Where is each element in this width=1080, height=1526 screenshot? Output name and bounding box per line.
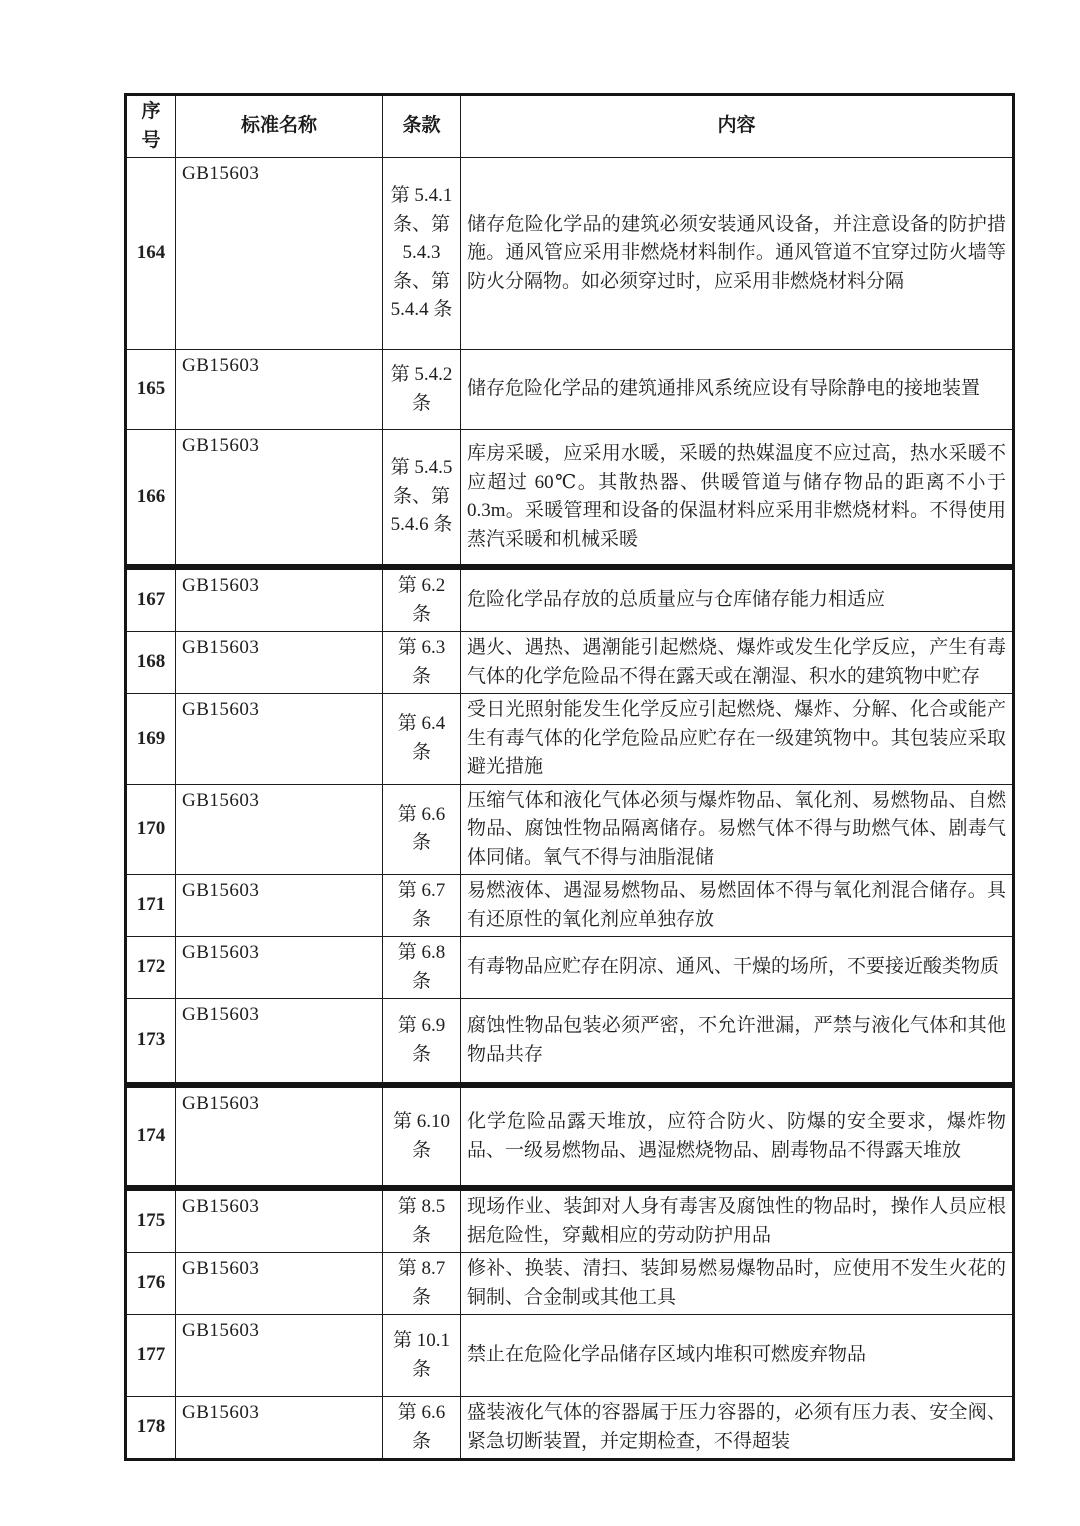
clause-ref: 第 6.8 条 [383, 937, 461, 999]
row-number: 178 [126, 1397, 176, 1460]
row-number: 171 [126, 875, 176, 937]
clause-ref: 第 10.1 条 [383, 1315, 461, 1397]
row-number: 170 [126, 784, 176, 875]
row-number: 174 [126, 1087, 176, 1187]
requirement-text: 禁止在危险化学品储存区域内堆积可燃废弃物品 [461, 1315, 1014, 1397]
clause-ref: 第 5.4.1 条、第 5.4.3 条、第 5.4.4 条 [383, 158, 461, 350]
table-row [126, 1315, 1014, 1397]
table-row [126, 1397, 1014, 1460]
standard-name: GB15603 [176, 937, 383, 999]
standard-name: GB15603 [176, 1315, 383, 1397]
requirement-text: 盛装液化气体的容器属于压力容器的，必须有压力表、安全阀、紧急切断装置，并定期检查，不得超装 [461, 1397, 1014, 1460]
requirement-text: 腐蚀性物品包装必须严密，不允许泄漏，严禁与液化气体和其他物品共存 [461, 999, 1014, 1084]
row-number: 176 [126, 1253, 176, 1315]
requirement-text: 化学危险品露天堆放，应符合防火、防爆的安全要求，爆炸物品、一级易燃物品、遇湿燃烧物品、剧毒物品不得露天堆放 [461, 1087, 1014, 1187]
row-number: 175 [126, 1190, 176, 1253]
standard-name: GB15603 [176, 350, 383, 430]
table-row [126, 1087, 1014, 1187]
header-no: 序号 [126, 95, 176, 158]
table-row [126, 430, 1014, 566]
table-row [126, 1253, 1014, 1315]
standard-name: GB15603 [176, 1190, 383, 1253]
table-row [126, 694, 1014, 785]
requirement-text: 受日光照射能发生化学反应引起燃烧、爆炸、分解、化合或能产生有毒气体的化学危险品应贮存在一级建筑物中。其包装应采取避光措施 [461, 694, 1014, 785]
table-row [126, 1190, 1014, 1253]
row-number: 177 [126, 1315, 176, 1397]
row-number: 169 [126, 694, 176, 785]
table-row [126, 999, 1014, 1084]
clause-ref: 第 6.6 条 [383, 1397, 461, 1460]
table-row [126, 350, 1014, 430]
standard-name: GB15603 [176, 1087, 383, 1187]
requirement-text: 储存危险化学品的建筑必须安装通风设备，并注意设备的防护措施。通风管应采用非燃烧材料制作。通风管道不宜穿过防火墙等防火分隔物。如必须穿过时，应采用非燃烧材料分隔 [461, 158, 1014, 350]
standard-name: GB15603 [176, 875, 383, 937]
table-segment-3 [124, 1085, 1015, 1188]
clause-ref: 第 5.4.5 条、第 5.4.6 条 [383, 430, 461, 566]
clause-ref: 第 6.2 条 [383, 569, 461, 632]
requirement-text: 现场作业、装卸对人身有毒害及腐蚀性的物品时，操作人员应根据危险性，穿戴相应的劳动防护用品 [461, 1190, 1014, 1253]
standard-name: GB15603 [176, 694, 383, 785]
standard-name: GB15603 [176, 158, 383, 350]
requirement-text: 储存危险化学品的建筑通排风系统应设有导除静电的接地装置 [461, 350, 1014, 430]
requirement-text: 危险化学品存放的总质量应与仓库储存能力相适应 [461, 569, 1014, 632]
row-number: 165 [126, 350, 176, 430]
clause-ref: 第 8.7 条 [383, 1253, 461, 1315]
clause-ref: 第 6.9 条 [383, 999, 461, 1084]
table-row [126, 875, 1014, 937]
table-row [126, 784, 1014, 875]
standard-name: GB15603 [176, 1397, 383, 1460]
requirement-text: 压缩气体和液化气体必须与爆炸物品、氧化剂、易燃物品、自燃物品、腐蚀性物品隔离储存。易燃气体不得与助燃气体、剧毒气体同储。氧气不得与油脂混储 [461, 784, 1014, 875]
standard-name: GB15603 [176, 632, 383, 694]
row-number: 173 [126, 999, 176, 1084]
table-segment-1 [124, 93, 1015, 567]
requirement-text: 库房采暖，应采用水暖，采暖的热媒温度不应过高，热水采暖不应超过 60℃。其散热器、供暖管道与储存物品的距离不小于 0.3m。采暖管理和设备的保温材料应采用非燃烧材料。不得使用蒸汽采暖和机械采暖 [461, 430, 1014, 566]
clause-ref: 第 6.4 条 [383, 694, 461, 785]
table-header-row [126, 95, 1014, 158]
standards-table [124, 93, 1012, 1461]
row-number: 168 [126, 632, 176, 694]
header-clause: 条款 [383, 95, 461, 158]
row-number: 166 [126, 430, 176, 566]
clause-ref: 第 6.7 条 [383, 875, 461, 937]
clause-ref: 第 6.3 条 [383, 632, 461, 694]
clause-ref: 第 6.10 条 [383, 1087, 461, 1187]
standard-name: GB15603 [176, 1253, 383, 1315]
header-standard: 标准名称 [176, 95, 383, 158]
requirement-text: 有毒物品应贮存在阴凉、通风、干燥的场所，不要接近酸类物质 [461, 937, 1014, 999]
requirement-text: 易燃液体、遇湿易燃物品、易燃固体不得与氧化剂混合储存。具有还原性的氧化剂应单独存放 [461, 875, 1014, 937]
table-row [126, 937, 1014, 999]
table-row [126, 632, 1014, 694]
row-number: 164 [126, 158, 176, 350]
table-segment-2 [124, 567, 1015, 1085]
requirement-text: 修补、换装、清扫、装卸易燃易爆物品时，应使用不发生火花的铜制、合金制或其他工具 [461, 1253, 1014, 1315]
standard-name: GB15603 [176, 999, 383, 1084]
standard-name: GB15603 [176, 569, 383, 632]
row-number: 167 [126, 569, 176, 632]
clause-ref: 第 6.6 条 [383, 784, 461, 875]
header-content: 内容 [461, 95, 1014, 158]
clause-ref: 第 8.5 条 [383, 1190, 461, 1253]
requirement-text: 遇火、遇热、遇潮能引起燃烧、爆炸或发生化学反应，产生有毒气体的化学危险品不得在露天或在潮湿、积水的建筑物中贮存 [461, 632, 1014, 694]
row-number: 172 [126, 937, 176, 999]
clause-ref: 第 5.4.2 条 [383, 350, 461, 430]
standard-name: GB15603 [176, 784, 383, 875]
standard-name: GB15603 [176, 430, 383, 566]
table-segment-4 [124, 1188, 1015, 1461]
table-row [126, 158, 1014, 350]
table-row [126, 569, 1014, 632]
